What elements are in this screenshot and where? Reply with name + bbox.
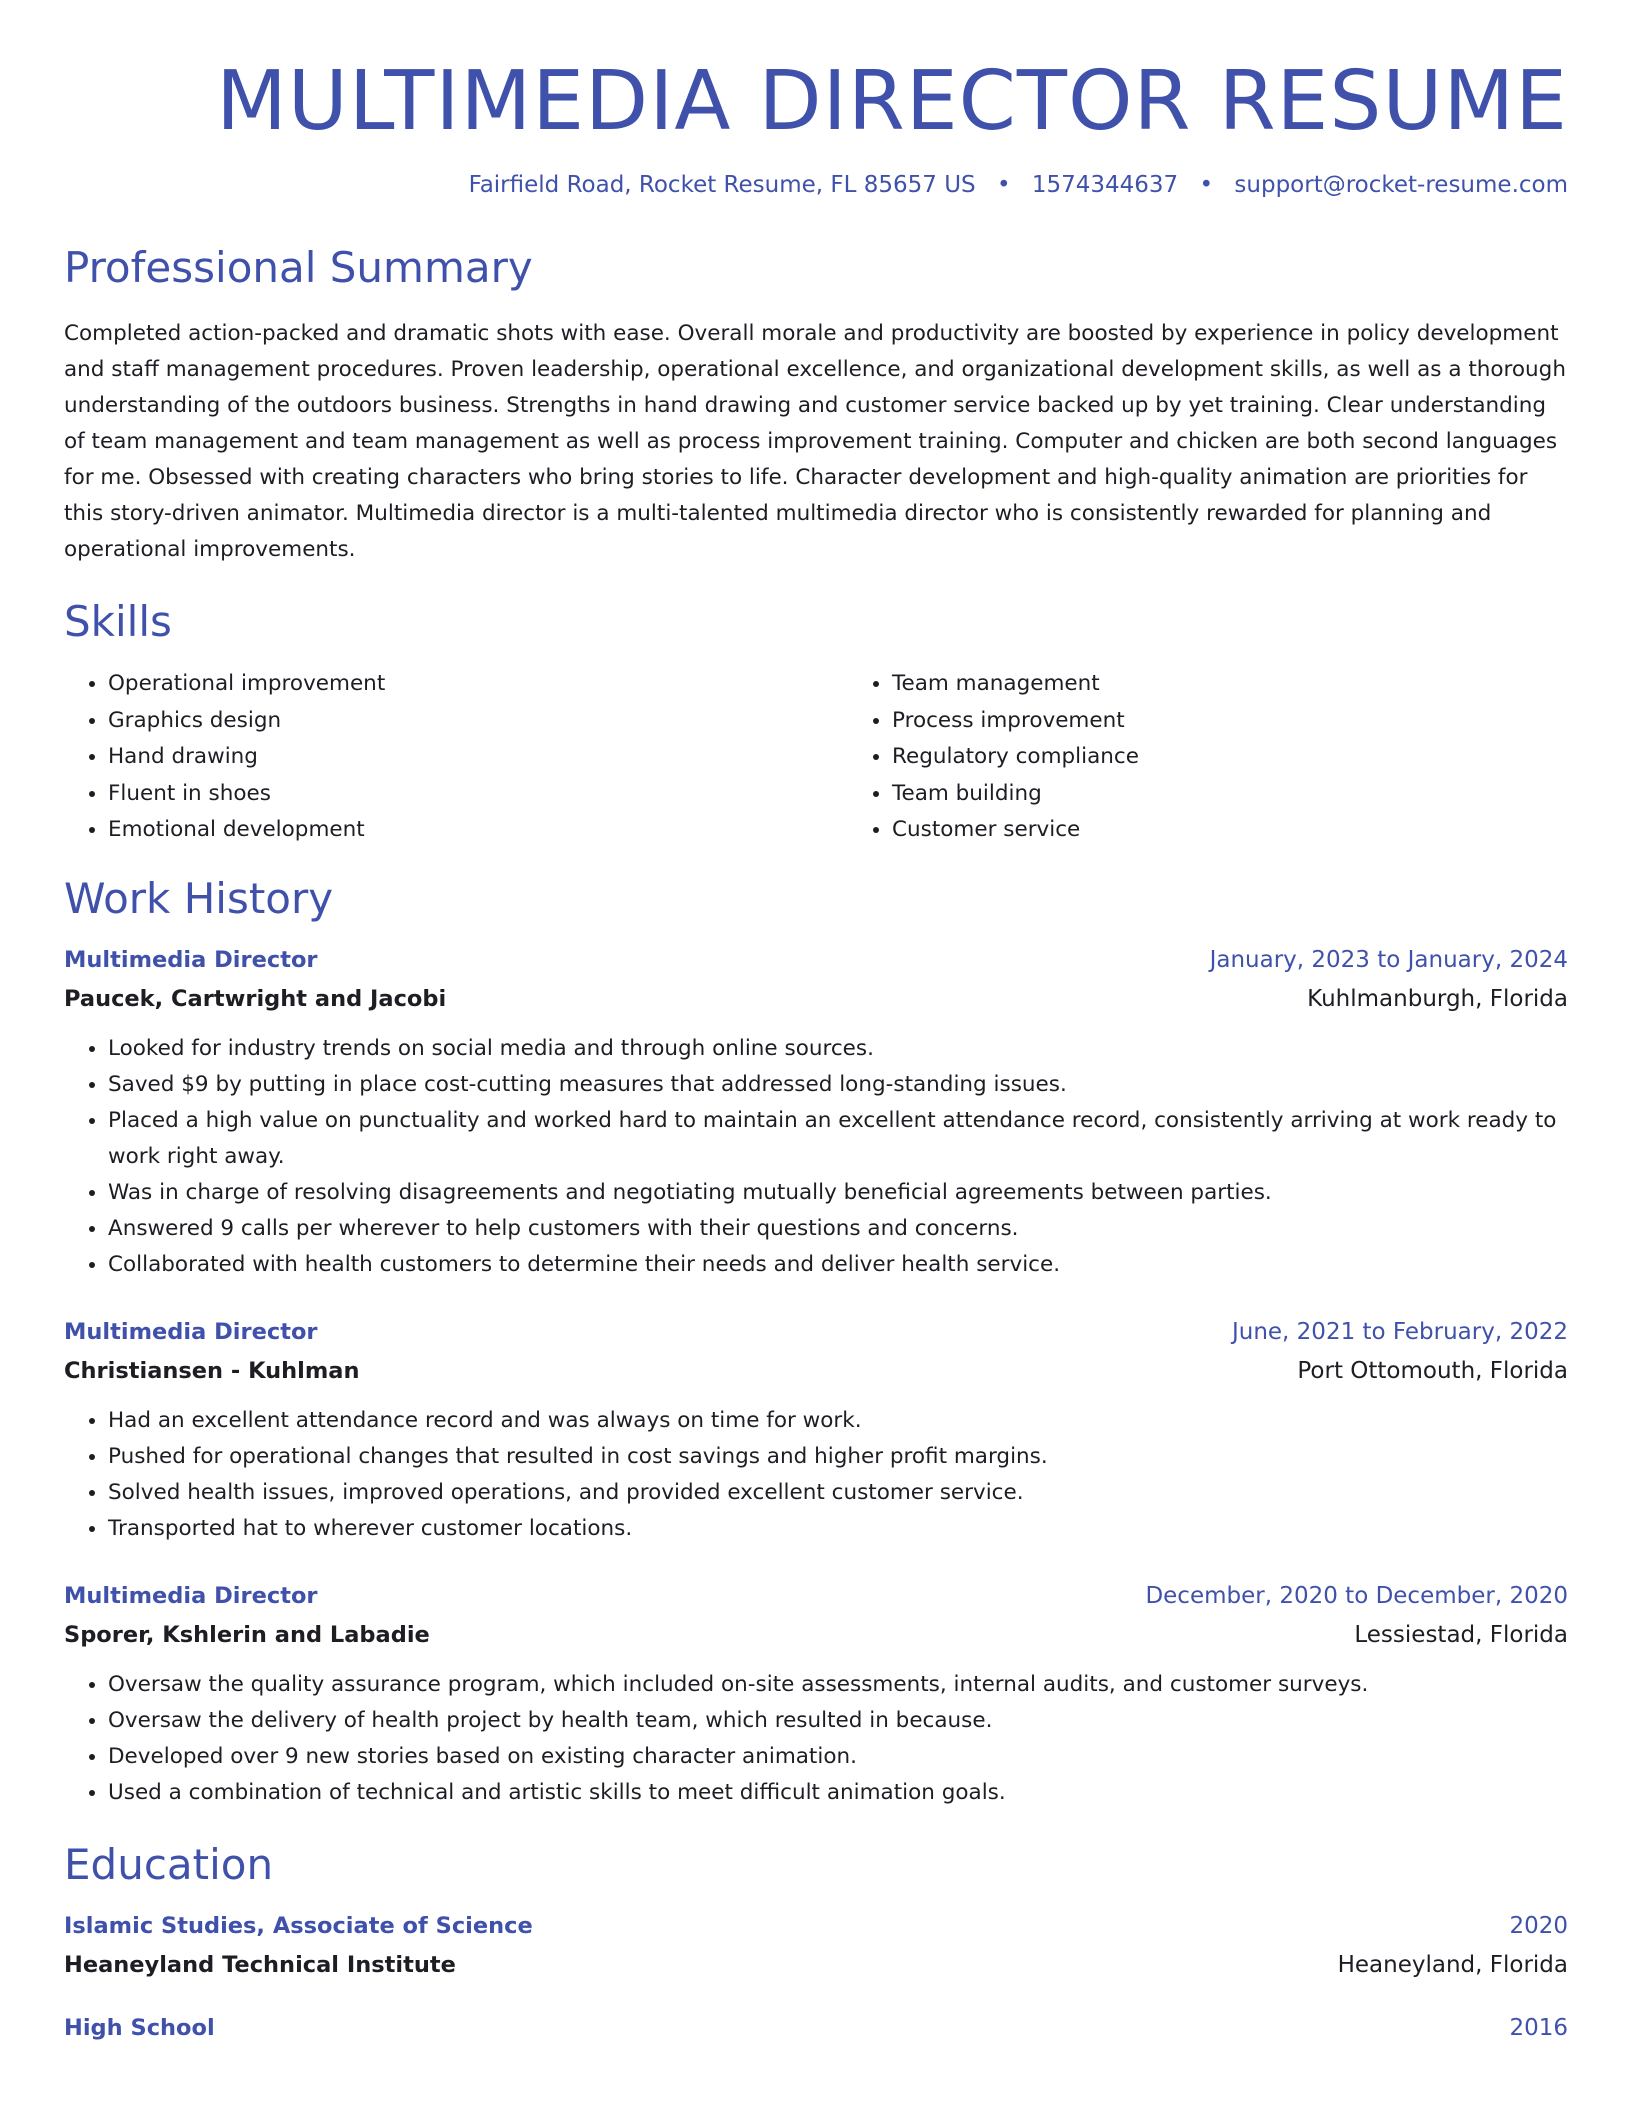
skill-item: • Operational improvement xyxy=(108,666,848,703)
skill-item: • Hand drawing xyxy=(108,739,848,776)
contact-separator: • xyxy=(996,172,1011,198)
job-title: Multimedia Director xyxy=(64,1318,318,1345)
education-location: Heaneyland, Florida xyxy=(1337,1951,1568,1978)
job-bullet: • Used a combination of technical and artistic skills to meet difficult animation goals. xyxy=(108,1775,1568,1811)
work-history-heading: Work History xyxy=(64,873,334,923)
job-company: Christiansen - Kuhlman xyxy=(64,1357,360,1384)
job-bullet: • Was in charge of resolving disagreements and negotiating mutually beneficial agreements between parties. xyxy=(108,1175,1568,1211)
job-bullet: • Placed a high value on punctuality and worked hard to maintain an excellent attendance record, consistently arriving at work ready to work right away. xyxy=(108,1103,1568,1175)
job-dates: January, 2023 to January, 2024 xyxy=(1209,946,1568,973)
skill-item: • Team management xyxy=(892,666,1632,703)
education-heading: Education xyxy=(64,1839,274,1889)
contact-phone: 1574344637 xyxy=(1031,172,1179,198)
skill-item: • Graphics design xyxy=(108,703,848,740)
contact-address: Fairfield Road, Rocket Resume, FL 85657 US xyxy=(468,172,976,198)
skill-item: • Process improvement xyxy=(892,703,1632,740)
education-year: 2016 xyxy=(1509,2014,1568,2041)
job-location: Kuhlmanburgh, Florida xyxy=(1307,985,1568,1012)
job-entry xyxy=(64,941,1568,1283)
summary-heading: Professional Summary xyxy=(64,243,533,292)
skills-list xyxy=(64,666,1568,849)
job-location: Lessiestad, Florida xyxy=(1354,1621,1568,1648)
job-entry xyxy=(64,1313,1568,1547)
job-company: Sporer, Kshlerin and Labadie xyxy=(64,1621,430,1648)
contact-line xyxy=(64,172,1568,198)
job-bullet: • Looked for industry trends on social media and through online sources. xyxy=(108,1031,1568,1067)
summary-text: Completed action-packed and dramatic shots with ease. Overall morale and productivity are boosted by experience in policy development and staff management procedures. Proven leadership, operational excellence, and organizational development skills, as well as a thorough understanding of the outdoors business. Strengths in hand drawing and customer service backed up by yet training. Clear understanding of team management and team management as well as process improvement training. Computer and chicken are both second languages for me. Obsessed with creating characters who bring stories to life. Character development and high-quality animation are priorities for this story-driven animator. Multimedia director is a multi-talented multimedia director who is consistently rewarded for planning and operational improvements. xyxy=(64,321,1566,562)
job-company: Paucek, Cartwright and Jacobi xyxy=(64,985,447,1012)
skills-heading: Skills xyxy=(64,597,172,646)
job-bullet: • Answered 9 calls per wherever to help customers with their questions and concerns. xyxy=(108,1211,1568,1247)
job-bullet: • Developed over 9 new stories based on existing character animation. xyxy=(108,1739,1568,1775)
education-entry xyxy=(64,1907,1568,1985)
job-bullet: • Pushed for operational changes that resulted in cost savings and higher profit margins. xyxy=(108,1439,1568,1475)
education-school: Heaneyland Technical Institute xyxy=(64,1951,456,1978)
job-dates: June, 2021 to February, 2022 xyxy=(1231,1318,1568,1345)
skill-item: • Customer service xyxy=(892,812,1632,849)
job-entry xyxy=(64,1577,1568,1811)
skills-column-left xyxy=(64,666,848,849)
job-location: Port Ottomouth, Florida xyxy=(1297,1357,1568,1384)
job-bullets xyxy=(64,1403,1568,1547)
job-bullet: • Oversaw the delivery of health project by health team, which resulted in because. xyxy=(108,1703,1568,1739)
skill-item: • Team building xyxy=(892,776,1632,813)
job-title: Multimedia Director xyxy=(64,946,318,973)
education-year: 2020 xyxy=(1509,1912,1568,1939)
skill-item: • Fluent in shoes xyxy=(108,776,848,813)
job-dates: December, 2020 to December, 2020 xyxy=(1145,1582,1568,1609)
job-bullet: • Had an excellent attendance record and was always on time for work. xyxy=(108,1403,1568,1439)
job-bullet: • Collaborated with health customers to determine their needs and deliver health service. xyxy=(108,1247,1568,1283)
skill-item: • Regulatory compliance xyxy=(892,739,1632,776)
contact-separator: • xyxy=(1199,172,1214,198)
contact-email: support@rocket-resume.com xyxy=(1234,172,1568,198)
education-degree: Islamic Studies, Associate of Science xyxy=(64,1912,533,1939)
job-bullets xyxy=(64,1667,1568,1811)
job-bullet: • Solved health issues, improved operations, and provided excellent customer service. xyxy=(108,1475,1568,1511)
skills-column-right xyxy=(848,666,1632,849)
job-bullet: • Saved $9 by putting in place cost-cutting measures that addressed long-standing issues. xyxy=(108,1067,1568,1103)
job-bullet: • Transported hat to wherever customer locations. xyxy=(108,1511,1568,1547)
skill-item: • Emotional development xyxy=(108,812,848,849)
job-title: Multimedia Director xyxy=(64,1582,318,1609)
job-bullets xyxy=(64,1031,1568,1283)
education-degree: High School xyxy=(64,2014,215,2041)
job-bullet: • Oversaw the quality assurance program, which included on-site assessments, internal audits, and customer surveys. xyxy=(108,1667,1568,1703)
education-entry xyxy=(64,2009,1568,2047)
resume-title: MULTIMEDIA DIRECTOR RESUME xyxy=(216,54,1568,149)
